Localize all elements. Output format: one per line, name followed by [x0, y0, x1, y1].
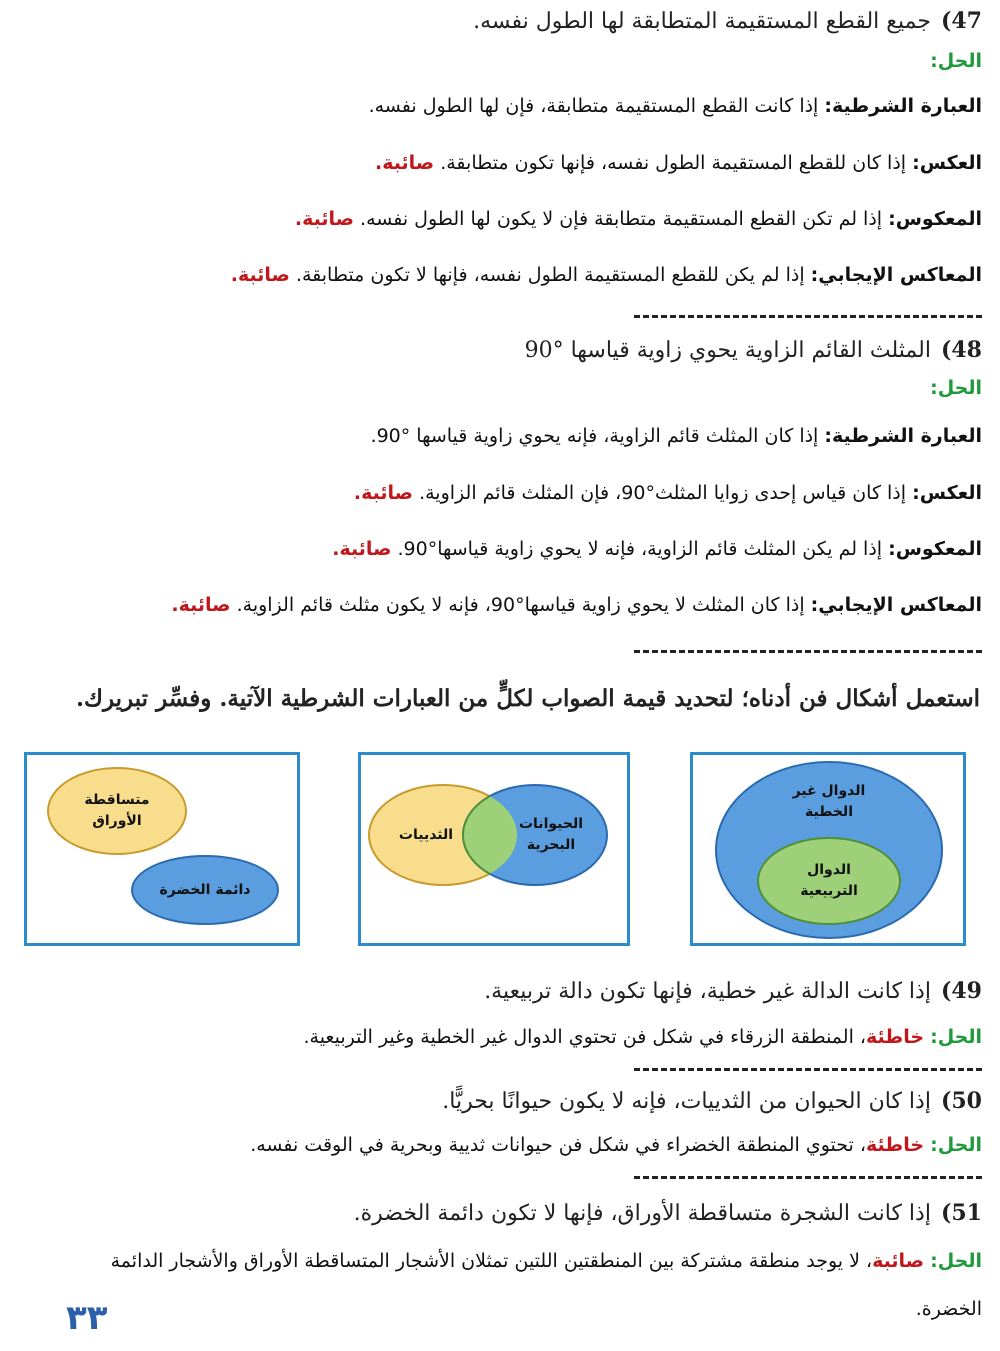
truth-value: صائبة: [361, 482, 414, 504]
truth-value: صائبة: [339, 538, 392, 560]
statement-text: إذا كانت القطع المستقيمة متطابقة، فإن لها الطول نفسه.: [368, 95, 819, 117]
solution-label: الحل:: [930, 377, 982, 399]
converse-label: العكس:: [912, 152, 982, 174]
venn-diagram-nested: [690, 752, 966, 946]
venn-set-inner: [757, 837, 901, 925]
truth-value: صائبة: [382, 152, 435, 174]
question-text: جميع القطع المستقيمة المتطابقة لها الطول نفسه.: [473, 9, 931, 34]
q48-contrapositive: المعاكس الإيجابي: إذا كان المثلث لا يحوي زاوية قياسها°90، فإنه لا يكون مثلث قائم الزاوية. صائبة.: [171, 594, 982, 616]
statement-text: إذا لم يكن للقطع المستقيمة الطول نفسه، فإنها لا تكون متطابقة.: [295, 264, 805, 286]
converse-label: العكس:: [912, 482, 982, 504]
venn-diagram-disjoint: [24, 752, 300, 946]
venn-instruction: استعمل أشكال فن أدناه؛ لتحديد قيمة الصواب لكلٍّ من العبارات الشرطية الآتية. وفسِّر تبريرك.: [76, 685, 980, 712]
q51-answer-continued: الخضرة.: [915, 1298, 982, 1320]
conditional-label: العبارة الشرطية:: [824, 425, 982, 447]
question-50: [442, 1088, 982, 1114]
truth-value: صائبة: [872, 1250, 925, 1272]
statement-text: إذا لم تكن القطع المستقيمة متطابقة فإن لا يكون لها الطول نفسه.: [360, 208, 883, 230]
answer-text: ، المنطقة الزرقاء في شكل فن تحتوي الدوال غير الخطية وغير التربيعية.: [303, 1026, 867, 1048]
venn-label: دائمة الخضرة: [159, 881, 251, 898]
inverse-label: المعكوس:: [888, 538, 982, 560]
q47-inverse: المعكوس: إذا لم تكن القطع المستقيمة متطابقة فإن لا يكون لها الطول نفسه. صائبة.: [294, 208, 982, 230]
venn-set-deciduous: [47, 767, 187, 855]
truth-value: صائبة: [237, 264, 290, 286]
contrapositive-label: المعاكس الإيجابي:: [810, 264, 982, 286]
q51-answer: [111, 1250, 982, 1272]
question-text: إذا كان الحيوان من الثدييات، فإنه لا يكون حيوانًا بحريًّا.: [442, 1089, 931, 1114]
q48-conditional: [371, 425, 982, 447]
separator: [634, 315, 982, 318]
inverse-label: المعكوس:: [888, 208, 982, 230]
venn-diagram-overlap: [358, 752, 630, 946]
question-number: 47): [940, 8, 982, 34]
statement-text: إذا كان المثلث قائم الزاوية، فإنه يحوي زاوية قياسها °90.: [370, 425, 819, 447]
q49-answer: [303, 1026, 982, 1048]
question-49: [484, 978, 982, 1004]
q48-inverse: المعكوس: إذا لم يكن المثلث قائم الزاوية، فإنه لا يحوي زاوية قياسها°90. صائبة.: [332, 538, 982, 560]
statement-text: إذا كان للقطع المستقيمة الطول نفسه، فإنها تكون متطابقة.: [440, 152, 907, 174]
venn-label-mammals: الثدييات: [398, 826, 454, 843]
q47-conditional: [369, 95, 982, 117]
truth-value: خاطئة: [866, 1026, 925, 1048]
question-51: [354, 1200, 982, 1226]
truth-value: خاطئة: [866, 1134, 925, 1156]
truth-value: صائبة: [302, 208, 354, 230]
conditional-label: العبارة الشرطية:: [824, 95, 982, 117]
question-48: [525, 337, 982, 363]
solution-label: الحل:: [930, 1026, 982, 1048]
venn-label: الدوال غير الخطية: [792, 783, 866, 820]
truth-value: صائبة: [178, 594, 231, 616]
question-text: إذا كانت الشجرة متساقطة الأوراق، فإنها لا تكون دائمة الخضرة.: [353, 1201, 931, 1226]
solution-label: الحل:: [930, 50, 982, 72]
venn-set-evergreen: [131, 855, 279, 925]
statement-text: إذا لم يكن المثلث قائم الزاوية، فإنه لا يحوي زاوية قياسها°90.: [397, 538, 883, 560]
statement-text: إذا كان قياس إحدى زوايا المثلث°90، فإن المثلث قائم الزاوية.: [419, 482, 907, 504]
venn-label: الدوال التربيعية: [800, 862, 858, 899]
question-number: 48): [940, 337, 982, 363]
q47-converse: العكس: إذا كان للقطع المستقيمة الطول نفسه، فإنها تكون متطابقة. صائبة.: [375, 152, 982, 174]
q47-contrapositive: المعاكس الإيجابي: إذا لم يكن للقطع المستقيمة الطول نفسه، فإنها لا تكون متطابقة. صائبة.: [230, 264, 982, 286]
question-number: 50): [940, 1088, 982, 1114]
question-number: 49): [940, 978, 982, 1004]
separator: [634, 650, 982, 653]
question-text: المثلث القائم الزاوية يحوي زاوية قياسها °90: [524, 338, 931, 363]
venn-label-marine: الحيوانات البحرية: [518, 816, 584, 853]
separator: [634, 1176, 982, 1179]
solution-label: الحل:: [930, 1250, 982, 1272]
q50-answer: [250, 1134, 982, 1156]
question-47: [473, 8, 982, 34]
answer-text: ، تحتوي المنطقة الخضراء في شكل فن حيوانات ثديية وبحرية في الوقت نفسه.: [250, 1134, 867, 1156]
page-number: ٣٣: [66, 1298, 108, 1338]
solution-label: الحل:: [930, 1134, 982, 1156]
q48-converse: العكس: إذا كان قياس إحدى زوايا المثلث°90، فإن المثلث قائم الزاوية. صائبة.: [353, 482, 982, 504]
statement-text: إذا كان المثلث لا يحوي زاوية قياسها°90، فإنه لا يكون مثلث قائم الزاوية.: [236, 594, 805, 616]
question-number: 51): [940, 1200, 982, 1226]
contrapositive-label: المعاكس الإيجابي:: [810, 594, 982, 616]
venn-label: متساقطة الأوراق: [84, 792, 150, 829]
question-text: إذا كانت الدالة غير خطية، فإنها تكون دالة تربيعية.: [484, 979, 931, 1004]
answer-text: ، لا يوجد منطقة مشتركة بين المنطقتين اللتين تمثلان الأشجار المتساقطة الأوراق والأشجار الدائمة: [110, 1250, 873, 1272]
separator: [634, 1068, 982, 1071]
